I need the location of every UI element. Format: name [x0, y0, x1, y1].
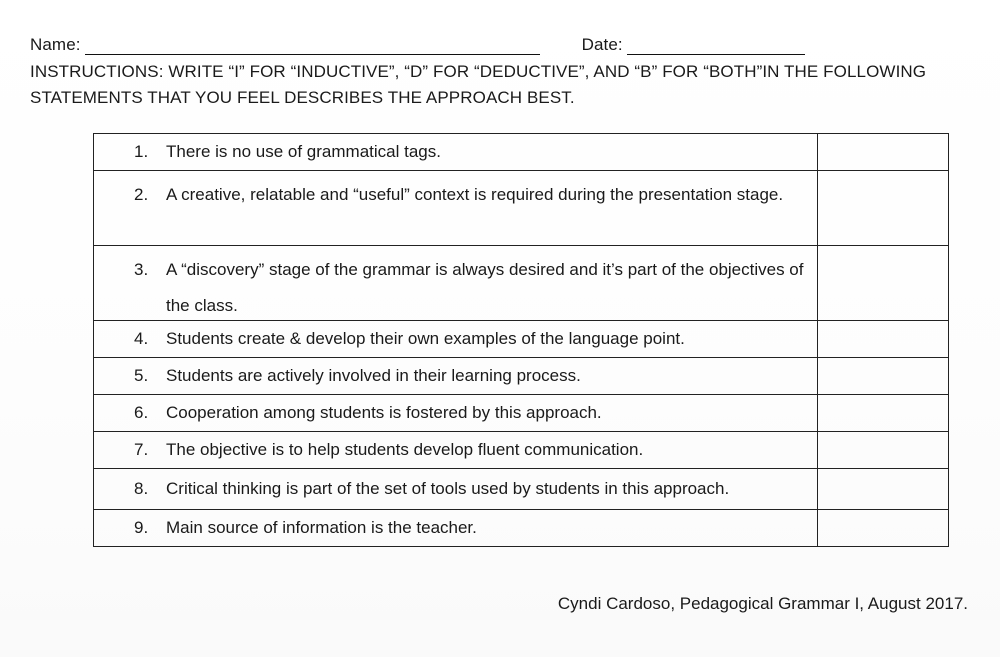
answer-cell-6[interactable]	[818, 395, 949, 432]
statement-cell	[94, 246, 818, 321]
statement-cell	[94, 321, 818, 358]
statement-cell	[94, 171, 818, 246]
statement-number: 3.	[134, 260, 149, 279]
answer-cell-4[interactable]	[818, 321, 949, 358]
statement-cell	[94, 395, 818, 432]
statement-row-8	[94, 469, 949, 510]
answer-cell-9[interactable]	[818, 510, 949, 547]
statement-text: Students are actively involved in their learning process.	[166, 366, 581, 385]
statement-number: 4.	[134, 329, 149, 348]
statement-row-7	[94, 432, 949, 469]
statement-number: 6.	[134, 403, 149, 422]
answer-cell-2[interactable]	[818, 171, 949, 246]
statement-text: Main source of information is the teacher.	[166, 518, 477, 537]
statement-cell	[94, 510, 818, 547]
statement-cell	[94, 358, 818, 395]
answer-cell-8[interactable]	[818, 469, 949, 510]
date-label: Date:	[581, 35, 623, 54]
instructions-line-2: STATEMENTS THAT YOU FEEL DESCRIBES THE APPROACH BEST.	[30, 88, 575, 107]
statement-text: Critical thinking is part of the set of tools used by students in this approach.	[166, 479, 730, 498]
statement-number: 2.	[134, 185, 149, 204]
statement-cell	[94, 432, 818, 469]
statement-row-5	[94, 358, 949, 395]
statement-cell	[94, 469, 818, 510]
statement-text: There is no use of grammatical tags.	[166, 142, 441, 161]
statements-table	[93, 133, 949, 547]
instructions-line-1: INSTRUCTIONS: WRITE “I” FOR “INDUCTIVE”, “D” FOR “DEDUCTIVE”, AND “B” FOR “BOTH”IN THE FOLLOWING	[30, 62, 927, 81]
statement-text: A “discovery” stage of the grammar is always desired and it’s part of the objectives of the class.	[166, 260, 804, 315]
date-blank-line[interactable]	[627, 38, 805, 55]
statement-row-6	[94, 395, 949, 432]
statement-text: The objective is to help students develop fluent communication.	[166, 440, 644, 459]
statement-row-1	[94, 134, 949, 171]
statement-cell	[94, 134, 818, 171]
statement-number: 5.	[134, 366, 149, 385]
statement-row-9	[94, 510, 949, 547]
statement-text: Students create & develop their own examples of the language point.	[166, 329, 685, 348]
statement-number: 1.	[134, 142, 149, 161]
answer-cell-3[interactable]	[818, 246, 949, 321]
name-blank-line[interactable]	[85, 38, 540, 55]
name-date-row	[30, 35, 805, 55]
statement-number: 8.	[134, 479, 149, 498]
name-label: Name:	[30, 35, 81, 54]
statement-text: A creative, relatable and “useful” context is required during the presentation stage.	[166, 185, 784, 204]
answer-cell-1[interactable]	[818, 134, 949, 171]
author-credit: Cyndi Cardoso, Pedagogical Grammar I, August 2017.	[557, 594, 968, 613]
answer-cell-5[interactable]	[818, 358, 949, 395]
statement-text: Cooperation among students is fostered by this approach.	[166, 403, 602, 422]
answer-cell-7[interactable]	[818, 432, 949, 469]
statement-row-2	[94, 171, 949, 246]
statement-number: 7.	[134, 440, 149, 459]
statement-number: 9.	[134, 518, 149, 537]
statement-row-3	[94, 246, 949, 321]
statement-row-4	[94, 321, 949, 358]
